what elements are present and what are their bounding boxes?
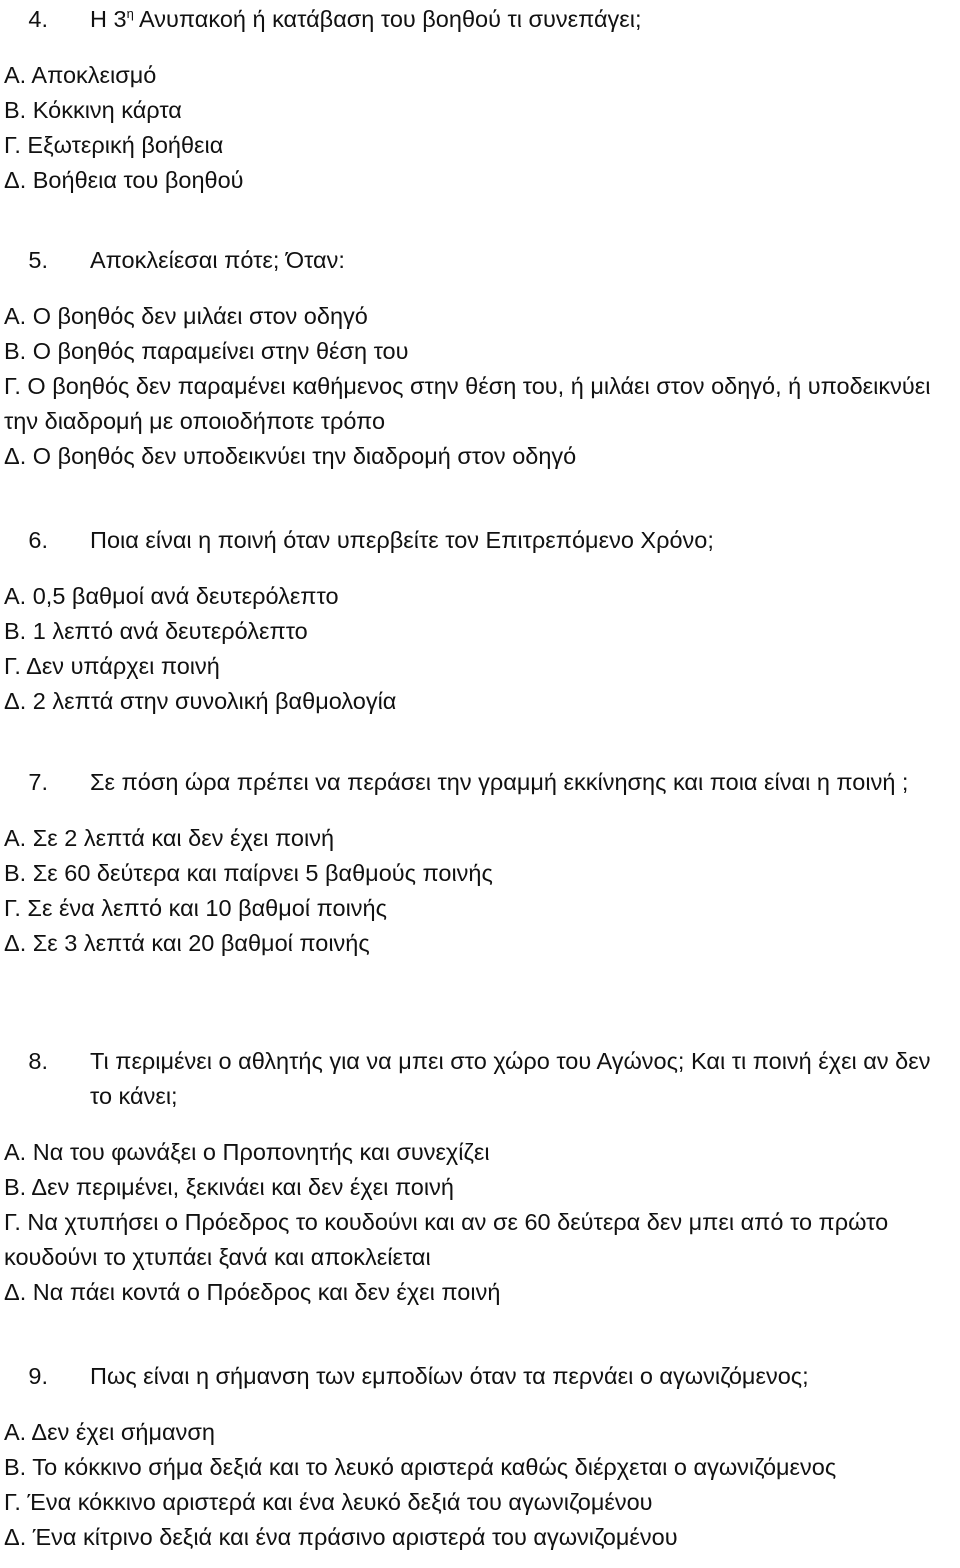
answer-option-b: Β. Δεν περιμένει, ξεκινάει και δεν έχει ποινή: [4, 1174, 454, 1200]
answer-option-c: Γ. Σε ένα λεπτό και 10 βαθμοί ποινής: [4, 895, 387, 921]
answer-option-b: Β. Ο βοηθός παραμείνει στην θέση του: [4, 338, 409, 364]
question-number: 8.: [28, 1048, 48, 1074]
question-heading: [0, 765, 960, 800]
question-number: 9.: [28, 1363, 48, 1389]
question-text: Πως είναι η σήμανση των εμποδίων όταν τα περνάει ο αγωνιζόμενος;: [90, 1363, 809, 1389]
question-text-start: Η 3: [90, 6, 127, 32]
question-heading: [0, 1044, 960, 1114]
answer-option-b: Β. 1 λεπτό ανά δευτερόλεπτο: [4, 618, 308, 644]
question-number: 6.: [28, 527, 48, 553]
answer-option-d: Δ. Να πάει κοντά ο Πρόεδρος και δεν έχει ποινή: [4, 1279, 501, 1305]
question-number: 7.: [28, 769, 48, 795]
question-heading: [0, 523, 960, 558]
question-heading: [0, 243, 960, 278]
answer-option-a: Α. Δεν έχει σήμανση: [4, 1419, 215, 1445]
question-7: [0, 765, 960, 961]
answer-option-a: Α. Σε 2 λεπτά και δεν έχει ποινή: [4, 825, 335, 851]
question-text: [48, 2, 950, 37]
question-4: [0, 2, 960, 198]
question-5: [0, 243, 960, 474]
answer-options: [0, 821, 954, 961]
answer-option-c: Γ. Ένα κόκκινο αριστερά και ένα λευκό δεξιά του αγωνιζομένου: [4, 1489, 653, 1515]
answer-option-b: Β. Το κόκκινο σήμα δεξιά και το λευκό αριστερά καθώς διέρχεται ο αγωνιζόμενος: [4, 1454, 837, 1480]
question-heading: [0, 2, 960, 37]
question-6: [0, 523, 960, 719]
answer-options: [0, 58, 954, 198]
question-number: 4.: [28, 6, 48, 32]
answer-option-c: Γ. Εξωτερική βοήθεια: [4, 132, 224, 158]
question-text-end: Ανυπακοή ή κατάβαση του βοηθού τι συνεπάγει;: [133, 6, 642, 32]
answer-option-a: Α. 0,5 βαθμοί ανά δευτερόλεπτο: [4, 583, 339, 609]
answer-option-d: Δ. Βοήθεια του βοηθού: [4, 167, 244, 193]
answer-option-d: Δ. Ο βοηθός δεν υποδεικνύει την διαδρομή στον οδηγό: [4, 443, 577, 469]
question-number: 5.: [28, 247, 48, 273]
answer-option-c: Γ. Να χτυπήσει ο Πρόεδρος το κουδούνι και αν σε 60 δεύτερα δεν μπει από το πρώτο κουδούνι το χτυπάει ξανά και αποκλείεται: [4, 1209, 889, 1270]
question-heading: [0, 1359, 960, 1394]
answer-option-b: Β. Κόκκινη κάρτα: [4, 97, 182, 123]
answer-option-a: Α. Αποκλεισμό: [4, 62, 157, 88]
answer-options: [0, 579, 954, 719]
answer-options: [0, 1135, 954, 1310]
answer-option-b: Β. Σε 60 δεύτερα και παίρνει 5 βαθμούς ποινής: [4, 860, 493, 886]
question-text: Τι περιμένει ο αθλητής για να μπει στο χώρο του Αγώνος; Και τι ποινή έχει αν δεν το κάνει;: [90, 1048, 931, 1109]
answer-options: [0, 1415, 954, 1555]
answer-option-a: Α. Ο βοηθός δεν μιλάει στον οδηγό: [4, 303, 368, 329]
answer-option-d: Δ. 2 λεπτά στην συνολική βαθμολογία: [4, 688, 397, 714]
answer-option-a: Α. Να του φωνάξει ο Προπονητής και συνεχίζει: [4, 1139, 490, 1165]
question-9: [0, 1359, 960, 1555]
ordinal-superscript: η: [126, 6, 134, 22]
question-text: Σε πόση ώρα πρέπει να περάσει την γραμμή εκκίνησης και ποια είναι η ποινή ;: [90, 769, 909, 795]
answer-option-d: Δ. Ένα κίτρινο δεξιά και ένα πράσινο αριστερά του αγωνιζομένου: [4, 1524, 678, 1550]
question-text: Αποκλείεσαι πότε; Όταν:: [90, 247, 345, 273]
question-8: [0, 1044, 960, 1310]
question-text: Ποια είναι η ποινή όταν υπερβείτε τον Επιτρεπόμενο Χρόνο;: [90, 527, 714, 553]
answer-option-d: Δ. Σε 3 λεπτά και 20 βαθμοί ποινής: [4, 930, 370, 956]
answer-options: [0, 299, 954, 474]
answer-option-c: Γ. Ο βοηθός δεν παραμένει καθήμενος στην θέση του, ή μιλάει στον οδηγό, ή υποδεικνύει την διαδρομή με οποιοδήποτε τρόπο: [4, 373, 931, 434]
answer-option-c: Γ. Δεν υπάρχει ποινή: [4, 653, 220, 679]
